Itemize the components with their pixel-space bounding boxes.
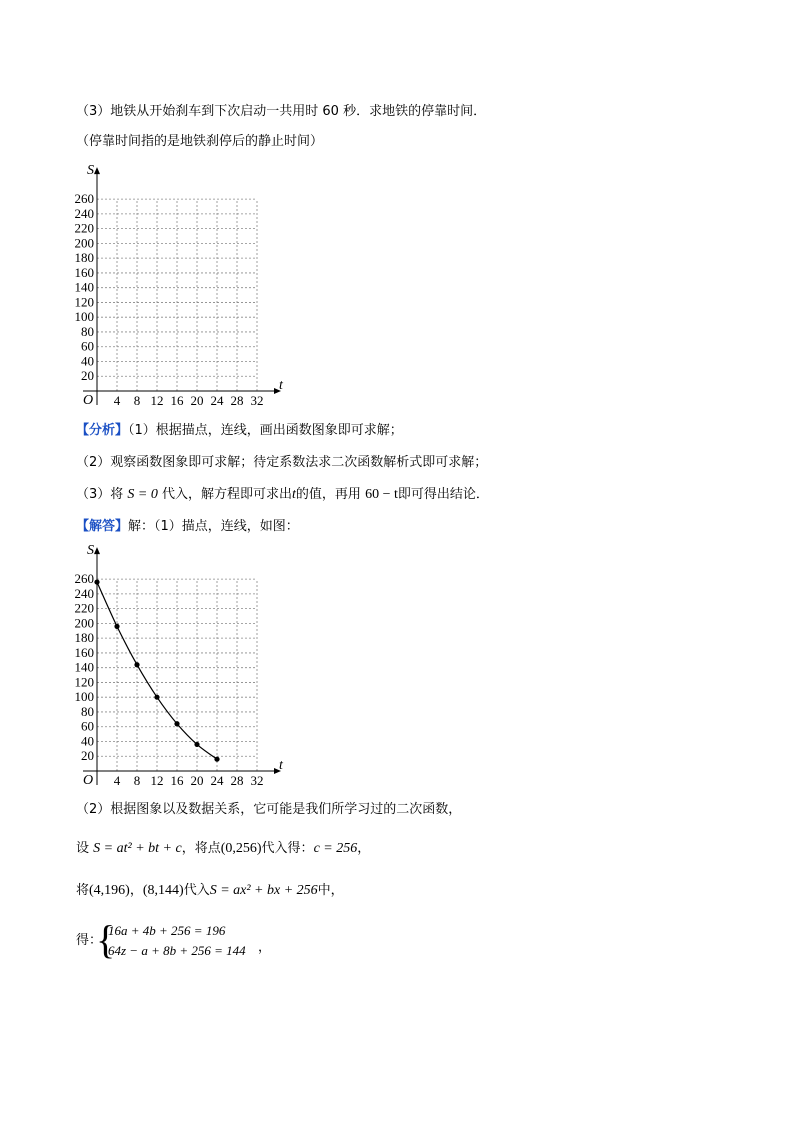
y-tick-label: 180 — [74, 250, 94, 266]
data-point — [134, 662, 139, 667]
data-point — [114, 624, 119, 629]
y-tick-label: 200 — [74, 615, 94, 631]
answer-text-1: 解：（1）描点，连线，如图： — [128, 519, 299, 534]
system-brace: { — [96, 917, 116, 962]
y-tick-label: 260 — [74, 191, 94, 207]
x-tick-label: 28 — [230, 773, 244, 788]
x-tick-label: 4 — [113, 773, 121, 788]
y-tick-label: 80 — [81, 703, 94, 719]
question-3-note: （停靠时间指的是地铁刹停后的静止时间） — [76, 134, 324, 149]
x-tick-label: 20 — [190, 773, 204, 788]
y-tick-label: 20 — [81, 748, 94, 764]
y-axis-name: S — [87, 163, 94, 179]
y-tick-label: 140 — [74, 279, 94, 295]
answer-4-p2: (8,144) — [142, 883, 184, 898]
x-axis-name: t — [279, 378, 283, 393]
answer-3-mid2: 代入得： — [261, 841, 314, 856]
x-tick-label: 24 — [210, 773, 224, 788]
analysis-3-mid2: 的值，再用 — [295, 487, 361, 502]
data-point — [174, 721, 179, 726]
answer-label: 【解答】 — [76, 519, 129, 534]
data-point — [154, 695, 159, 700]
analysis-3-mid: 代入，解方程即可求出 — [162, 487, 293, 502]
answer-4-sep: ， — [129, 883, 143, 898]
data-point — [94, 579, 99, 584]
analysis-text-1: （1）根据描点，连线，画出函数图象即可求解； — [128, 423, 403, 438]
question-3-text: （3）地铁从开始刹车到下次启动一共用时 60 秒．求地铁的停靠时间． — [76, 104, 487, 119]
x-tick-label: 12 — [150, 393, 164, 408]
analysis-3-var: t — [292, 487, 296, 502]
analysis-line-2: （2）观察函数图象即可求解；待定系数法求二次函数解析式即可求解； — [76, 455, 488, 470]
x-tick-label: 32 — [250, 393, 264, 408]
answer-line-4 — [76, 882, 344, 900]
x-tick-label: 16 — [170, 393, 184, 408]
answer-4-prefix: 将 — [76, 883, 90, 898]
answer-3-c: c = 256 — [313, 841, 358, 856]
y-tick-label: 40 — [81, 353, 94, 369]
y-tick-label: 120 — [74, 294, 94, 310]
y-tick-label: 100 — [74, 689, 94, 705]
y-tick-label: 60 — [81, 718, 94, 734]
y-tick-label: 100 — [74, 309, 94, 325]
x-tick-label: 8 — [133, 773, 141, 788]
y-tick-label: 200 — [74, 235, 94, 251]
analysis-label: 【分析】 — [76, 423, 129, 438]
answer-4-mid: 代入 — [183, 883, 210, 898]
data-point — [214, 757, 219, 762]
y-tick-label: 80 — [81, 323, 94, 339]
y-axis-name: S — [87, 543, 94, 559]
answer-3-eq: S = at² + bt + c — [93, 841, 182, 856]
answer-line-2: （2）根据图象以及数据关系，它可能是我们所学习过的二次函数， — [76, 802, 462, 817]
answer-line-5-prefix: 得： — [76, 933, 103, 948]
x-axis-name: t — [279, 758, 283, 773]
answer-3-prefix: 设 — [76, 841, 90, 856]
y-tick-label: 240 — [74, 585, 94, 601]
system-equation-1: 16a + 4b + 256 = 196 — [108, 923, 226, 938]
y-tick-label: 60 — [81, 338, 94, 354]
y-tick-label: 160 — [74, 644, 94, 660]
y-tick-label: 20 — [81, 368, 94, 384]
y-tick-label: 120 — [74, 674, 94, 690]
y-tick-label: 220 — [74, 600, 94, 616]
answer-4-p1: (4,196) — [89, 883, 130, 898]
y-tick-label: 240 — [74, 205, 94, 221]
x-tick-label: 4 — [113, 393, 121, 408]
answer-line-3 — [76, 840, 370, 858]
answer-4-eq: S = ax² + bx + 256 — [209, 883, 318, 898]
x-tick-label: 8 — [133, 393, 141, 408]
analysis-3-prefix: （3）将 — [76, 487, 124, 502]
y-tick-label: 260 — [74, 571, 94, 587]
y-tick-label: 140 — [74, 659, 94, 675]
system-equation-2: 64z − a + 8b + 256 = 144 — [108, 943, 246, 958]
analysis-3-expr: 60 − t — [365, 487, 398, 502]
answer-3-suffix: ， — [357, 841, 371, 856]
system-suffix: ， — [258, 939, 272, 954]
answer-3-point: (0,256) — [220, 841, 262, 856]
origin-label: O — [83, 393, 94, 408]
x-tick-label: 28 — [230, 393, 244, 408]
answer-3-mid: ，将点 — [181, 841, 221, 856]
data-point — [194, 742, 199, 747]
x-tick-label: 12 — [150, 773, 164, 788]
y-tick-label: 40 — [81, 733, 94, 749]
analysis-3-suffix: 即可得出结论． — [397, 487, 489, 502]
y-tick-label: 160 — [74, 264, 94, 280]
x-tick-label: 16 — [170, 773, 184, 788]
x-tick-label: 24 — [210, 393, 224, 408]
y-tick-label: 180 — [74, 630, 94, 646]
analysis-3-eq: S = 0 — [127, 487, 158, 502]
y-tick-label: 220 — [74, 220, 94, 236]
x-tick-label: 20 — [190, 393, 204, 408]
y-axis-arrow — [94, 547, 100, 554]
origin-label: O — [83, 773, 94, 788]
answer-4-suffix: 中， — [317, 883, 344, 898]
x-tick-label: 32 — [250, 773, 264, 788]
